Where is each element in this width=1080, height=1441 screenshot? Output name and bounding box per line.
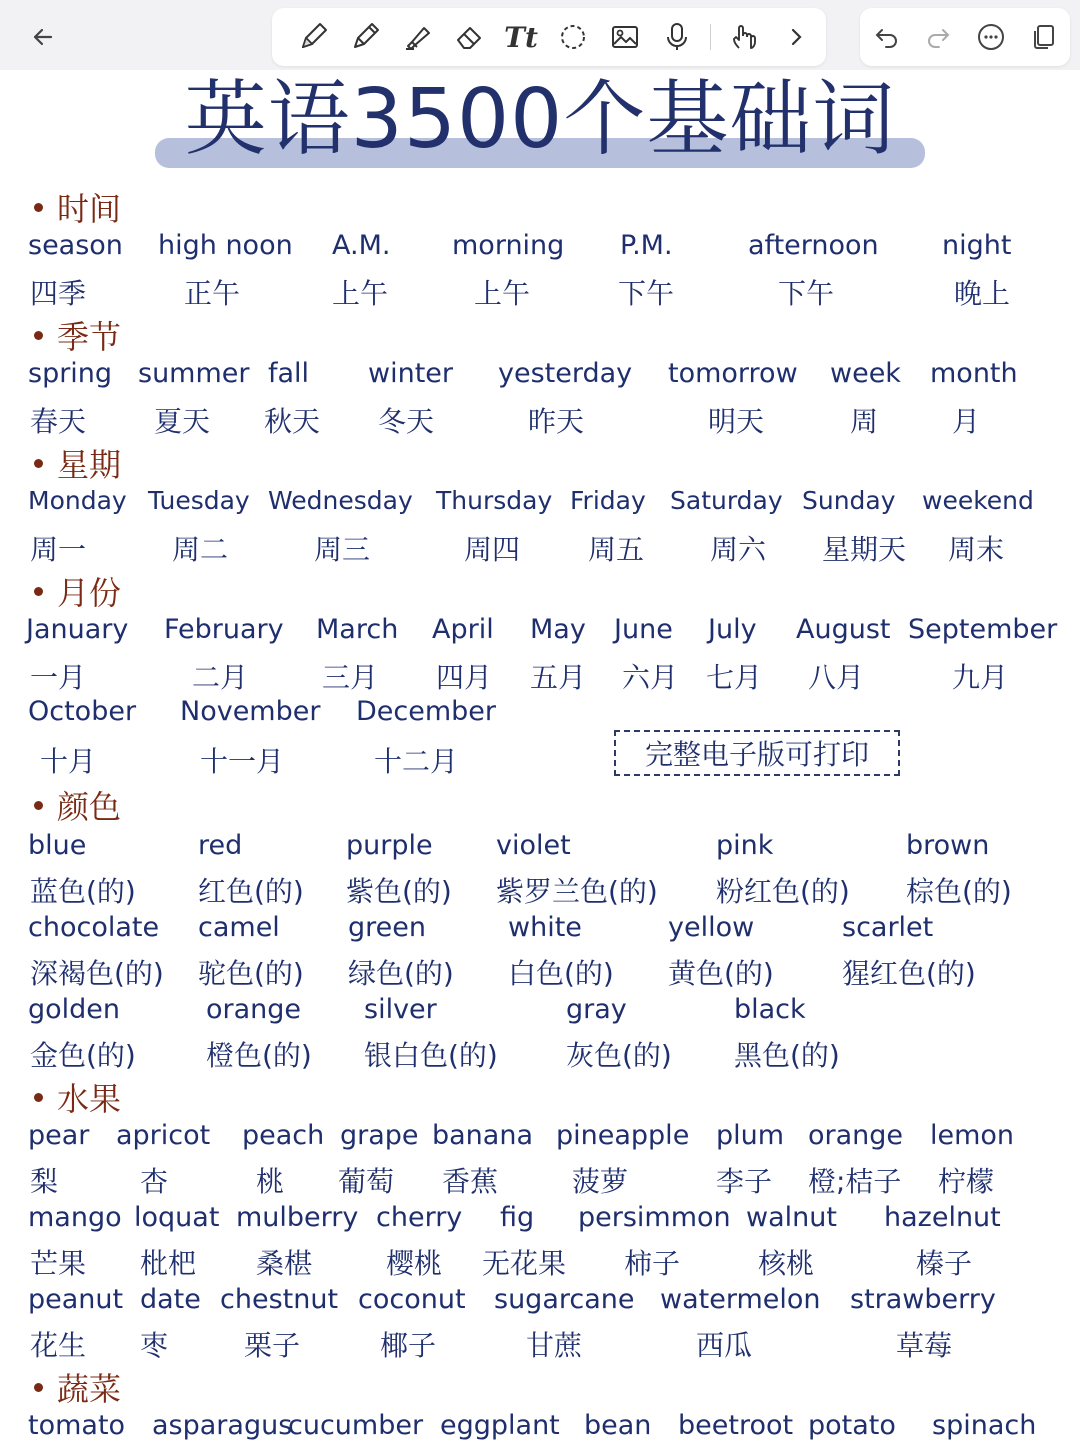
vocab-meaning: 周二 [172, 533, 229, 566]
vocab-meaning: 桑椹 [256, 1247, 313, 1280]
vocab-meaning: 香蕉 [442, 1165, 499, 1198]
vocab-word: asparagus [152, 1410, 293, 1441]
vocab-meaning: 九月 [952, 661, 1009, 694]
vocab-meaning: 春天 [30, 405, 87, 438]
category-heading [34, 782, 121, 828]
vocab-word: peach [242, 1120, 325, 1151]
vocab-word: month [930, 358, 1018, 389]
category-heading [34, 1074, 121, 1120]
vocab-meaning: 菠萝 [572, 1165, 629, 1198]
vocab-meaning: 草莓 [896, 1329, 953, 1362]
vocab-meaning: 桃 [256, 1165, 285, 1198]
vocab-meaning: 周 [850, 405, 879, 438]
category-label: 星期 [57, 446, 122, 484]
vocab-word: April [432, 614, 494, 645]
vocab-word: high noon [158, 230, 293, 261]
vocab-word: orange [206, 994, 302, 1025]
vocab-meaning: 下午 [618, 277, 675, 310]
vocab-meaning: 红色(的) [198, 875, 304, 908]
vocab-word: season [28, 230, 123, 261]
vocab-word: winter [368, 358, 453, 389]
category-label: 蔬菜 [57, 1370, 122, 1408]
vocab-word: afternoon [748, 230, 879, 261]
vocab-meaning: 四季 [30, 277, 87, 310]
vocab-word: bean [584, 1410, 652, 1441]
vocab-meaning: 银白色(的) [364, 1039, 498, 1072]
bullet-icon [34, 331, 43, 340]
vocab-meaning: 绿色(的) [348, 957, 454, 990]
vocab-word: yellow [668, 912, 755, 943]
vocab-word: cucumber [288, 1410, 424, 1441]
vocab-word: orange [808, 1120, 904, 1151]
vocab-word: beetroot [678, 1410, 794, 1441]
vocab-word: date [140, 1284, 201, 1315]
page-title: 英语3500个基础词 [184, 72, 896, 167]
vocab-word: watermelon [660, 1284, 821, 1315]
vocab-word: Saturday [670, 486, 783, 515]
vocab-word: grape [340, 1120, 419, 1151]
vocab-word: eggplant [440, 1410, 560, 1441]
vocab-word: sugarcane [494, 1284, 635, 1315]
vocab-word: September [908, 614, 1058, 645]
vocab-meaning: 六月 [622, 661, 679, 694]
vocab-meaning: 橙色(的) [206, 1039, 312, 1072]
vocab-word: pear [28, 1120, 90, 1151]
vocab-meaning: 枣 [140, 1329, 169, 1362]
vocab-word: silver [364, 994, 437, 1025]
vocab-meaning: 周六 [710, 533, 767, 566]
vocab-meaning: 周末 [948, 533, 1005, 566]
vocab-meaning: 栗子 [244, 1329, 301, 1362]
vocab-word: fig [500, 1202, 535, 1233]
vocab-meaning: 猩红色(的) [842, 957, 976, 990]
vocab-meaning: 上午 [332, 277, 389, 310]
bullet-icon [34, 459, 43, 468]
vocab-word: June [614, 614, 673, 645]
vocab-meaning: 粉红色(的) [716, 875, 850, 908]
vocab-meaning: 芒果 [30, 1247, 87, 1280]
bullet-icon [34, 1093, 43, 1102]
category-heading [34, 568, 121, 614]
vocab-word: Friday [570, 486, 646, 515]
vocab-word: fall [268, 358, 310, 389]
vocab-meaning: 十月 [40, 745, 97, 778]
category-heading [34, 440, 121, 486]
vocab-meaning: 晚上 [954, 277, 1011, 310]
vocab-meaning: 昨天 [528, 405, 585, 438]
vocab-word: mango [28, 1202, 122, 1233]
vocab-word: hazelnut [884, 1202, 1001, 1233]
vocab-meaning: 杏 [140, 1165, 169, 1198]
category-label: 时间 [57, 190, 122, 228]
vocab-meaning: 月 [952, 405, 981, 438]
vocab-meaning: 橙;桔子 [808, 1165, 902, 1198]
vocab-meaning: 金色(的) [30, 1039, 136, 1072]
vocab-word: apricot [116, 1120, 211, 1151]
vocab-word: chocolate [28, 912, 160, 943]
vocab-word: mulberry [236, 1202, 359, 1233]
vocab-meaning: 灰色(的) [566, 1039, 672, 1072]
vocab-word: banana [432, 1120, 533, 1151]
vocab-meaning: 十二月 [374, 745, 459, 778]
print-note: 完整电子版可打印 [614, 730, 900, 776]
vocab-meaning: 周三 [314, 533, 371, 566]
vocab-word: morning [452, 230, 565, 261]
category-label: 颜色 [57, 788, 122, 826]
vocab-word: peanut [28, 1284, 124, 1315]
vocab-word: lemon [930, 1120, 1015, 1151]
vocab-word: tomato [28, 1410, 126, 1441]
vocab-word: brown [906, 830, 990, 861]
vocab-word: purple [346, 830, 433, 861]
category-heading [34, 1364, 121, 1410]
vocab-word: red [198, 830, 243, 861]
vocab-meaning: 椰子 [380, 1329, 437, 1362]
vocab-meaning: 棕色(的) [906, 875, 1012, 908]
vocab-word: gray [566, 994, 627, 1025]
vocab-meaning: 三月 [322, 661, 379, 694]
vocab-word: January [26, 614, 129, 645]
vocab-meaning: 四月 [436, 661, 493, 694]
vocab-word: white [508, 912, 582, 943]
vocab-word: weekend [922, 486, 1034, 515]
vocab-word: May [530, 614, 586, 645]
vocab-meaning: 无花果 [482, 1247, 567, 1280]
vocab-meaning: 西瓜 [696, 1329, 753, 1362]
vocab-word: scarlet [842, 912, 934, 943]
vocab-meaning: 榛子 [916, 1247, 973, 1280]
bullet-icon [34, 1383, 43, 1392]
vocab-meaning: 甘蔗 [526, 1329, 583, 1362]
vocab-meaning: 驼色(的) [198, 957, 304, 990]
vocab-word: green [348, 912, 426, 943]
vocab-meaning: 花生 [30, 1329, 87, 1362]
vocab-meaning: 蓝色(的) [30, 875, 136, 908]
vocab-word: spring [28, 358, 113, 389]
category-label: 水果 [57, 1080, 122, 1118]
vocab-meaning: 明天 [708, 405, 765, 438]
vocab-meaning: 核桃 [758, 1247, 815, 1280]
bullet-icon [34, 801, 43, 810]
vocab-meaning: 二月 [192, 661, 249, 694]
category-heading [34, 184, 121, 230]
category-label: 月份 [57, 574, 122, 612]
bullet-icon [34, 203, 43, 212]
vocab-word: loquat [134, 1202, 220, 1233]
vocab-word: chestnut [220, 1284, 339, 1315]
vocab-word: Thursday [436, 486, 553, 515]
vocab-word: black [734, 994, 806, 1025]
text-icon: Tt [504, 20, 538, 54]
vocab-word: blue [28, 830, 87, 861]
vocab-word: Monday [28, 486, 127, 515]
vocab-meaning: 上午 [474, 277, 531, 310]
vocab-word: night [942, 230, 1012, 261]
vocab-word: October [28, 696, 137, 727]
vocab-word: pink [716, 830, 774, 861]
category-heading [34, 312, 121, 358]
vocab-word: potato [808, 1410, 896, 1441]
vocab-meaning: 正午 [184, 277, 241, 310]
vocab-word: yesterday [498, 358, 633, 389]
vocab-word: violet [496, 830, 571, 861]
vocab-meaning: 五月 [530, 661, 587, 694]
vocab-meaning: 十一月 [200, 745, 285, 778]
vocab-meaning: 夏天 [154, 405, 211, 438]
vocab-word: strawberry [850, 1284, 996, 1315]
vocab-meaning: 秋天 [264, 405, 321, 438]
vocab-meaning: 七月 [706, 661, 763, 694]
vocab-meaning: 周一 [30, 533, 87, 566]
vocab-word: walnut [746, 1202, 837, 1233]
vocab-word: camel [198, 912, 280, 943]
vocab-word: February [164, 614, 284, 645]
vocab-word: August [796, 614, 891, 645]
vocab-word: coconut [358, 1284, 466, 1315]
vocab-word: plum [716, 1120, 785, 1151]
vocab-word: December [356, 696, 497, 727]
vocab-meaning: 葡萄 [338, 1165, 395, 1198]
vocab-word: golden [28, 994, 121, 1025]
vocab-meaning: 白色(的) [508, 957, 614, 990]
vocab-meaning: 周五 [588, 533, 645, 566]
vocab-meaning: 深褐色(的) [30, 957, 164, 990]
category-label: 季节 [57, 318, 122, 356]
vocab-meaning: 周四 [464, 533, 521, 566]
vocab-word: P.M. [620, 230, 673, 261]
vocab-word: March [316, 614, 399, 645]
bullet-icon [34, 587, 43, 596]
vocab-meaning: 冬天 [378, 405, 435, 438]
vocab-word: week [830, 358, 901, 389]
vocab-meaning: 紫罗兰色(的) [496, 875, 658, 908]
vocab-meaning: 黄色(的) [668, 957, 774, 990]
vocab-word: spinach [932, 1410, 1037, 1441]
vocab-word: July [708, 614, 757, 645]
vocab-word: Tuesday [148, 486, 250, 515]
vocab-meaning: 下午 [778, 277, 835, 310]
vocab-word: Wednesday [268, 486, 413, 515]
vocab-meaning: 紫色(的) [346, 875, 452, 908]
vocab-word: pineapple [556, 1120, 690, 1151]
vocab-meaning: 黑色(的) [734, 1039, 840, 1072]
vocab-word: summer [138, 358, 250, 389]
vocab-meaning: 八月 [808, 661, 865, 694]
vocab-word: A.M. [332, 230, 391, 261]
vocab-meaning: 梨 [30, 1165, 59, 1198]
vocab-meaning: 柠檬 [938, 1165, 995, 1198]
vocab-word: cherry [376, 1202, 463, 1233]
vocab-meaning: 一月 [30, 661, 87, 694]
vocab-meaning: 樱桃 [386, 1247, 443, 1280]
vocab-meaning: 柿子 [624, 1247, 681, 1280]
vocab-word: persimmon [578, 1202, 731, 1233]
vocab-meaning: 李子 [716, 1165, 773, 1198]
vocab-meaning: 星期天 [822, 533, 907, 566]
vocab-word: Sunday [802, 486, 896, 515]
vocab-word: tomorrow [668, 358, 798, 389]
vocab-meaning: 枇杷 [140, 1247, 197, 1280]
vocab-word: November [180, 696, 321, 727]
